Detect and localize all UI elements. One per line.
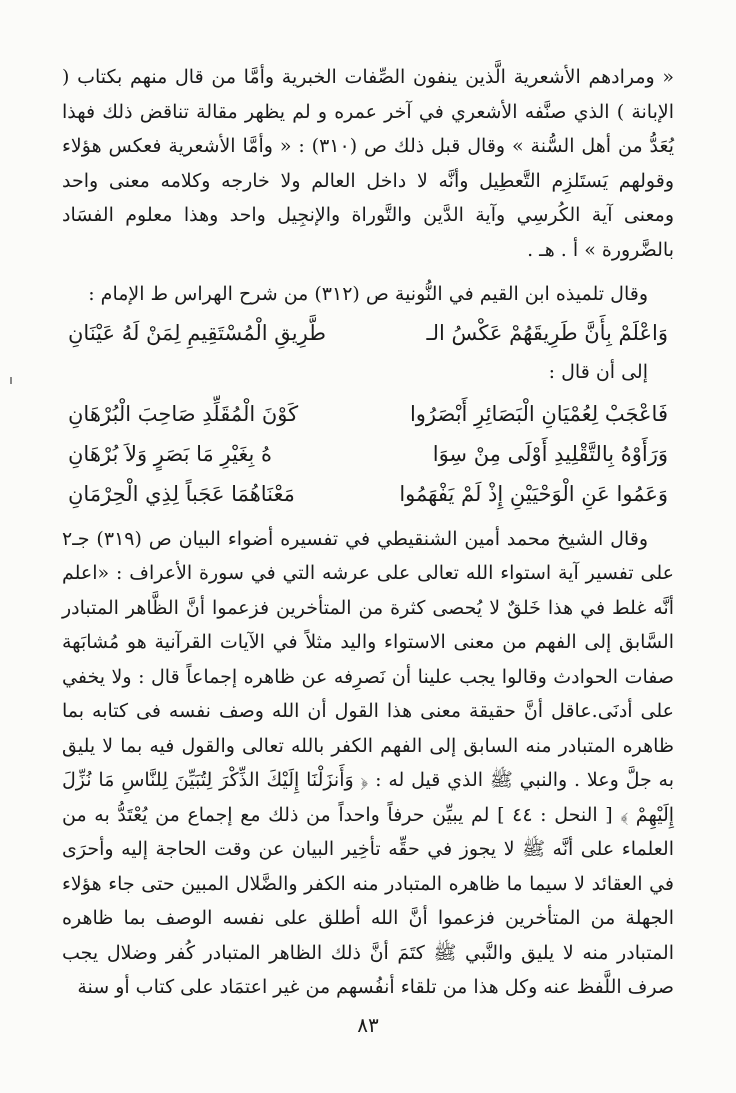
scan-mark	[10, 377, 12, 384]
page-number: ٨٣	[357, 1013, 379, 1037]
paragraph-quote-ibn-taymiyya: « ومرادهم الأشعرية الَّذين ينفون الصِّفات الخبرية وأمَّا من قال منهم بكتاب ( الإبانة ) الذي صنَّفه الأشعري في آخر عمره و لم يظهر مقالة تناقض ذلك فهذا يُعَدُّ من أهل السُّنة » وقال قبل ذلك ص (٣١٠) : « وأمَّا الأشعرية فعكس هؤلاء وقولهم يَستَلزِم التَّعطِيل وأنَّه لا داخل العالم ولا خارجه وكلامه معنى واحد ومعنى آية الكُرسِي وآية الدَّين والتَّوراة والإنجِيل واحد وهذا معلوم الفسَاد بالضَّرورة » أ . هـ .	[62, 66, 674, 261]
poem-verse	[62, 434, 674, 474]
paragraph-shinqiti-quote: وقال الشيخ محمد أمين الشنقيطي في تفسيره أضواء البيان ص (٣١٩) جـ٢ على تفسير آية استواء الله تعالى على عرشه التي في سورة الأعراف : «اعلم أنَّه غلط في هذا خَلقٌ لا يُحصى كثرة من المتأخرين فزعموا أنَّ الظَّاهر المتبادر السَّابق إلى الفهم من معنى الاستواء واليد مثلاً في الآيات القرآنية هو مُشابَهة صفات الحوادث وقالوا يجب علينا أن نَصرِفه عن ظاهره إجماعاً قال : ولا يخفي على أدنَى.عاقل أنَّ حقيقة معنى هذا القول أن الله وصف نفسه فى كتابه بما ظاهره المتبادر منه السابق إلى الفهم الكفر بالله تعالى والقول فيه بما لا يليق به جلَّ وعلا . والنبي ﷺ الذي قيل له : ﴿ وَأَنزَلْنَا إِلَيْكَ الذِّكْرَ لِتُبَيِّنَ لِلنَّاسِ مَا نُزِّلَ إِلَيْهِمْ ﴾ [ النحل : ٤٤ ] لم يبيِّن حرفاً واحداً من ذلك مع إجماع من يُعْتَدُّ به من العلماء على أنَّه ﷺ لا يجوز في حقِّه تأخِير البيان عن وقت الحاجة إليه وأحرَى في العقائد لا سيما ما ظاهره المتبادر منه الكفر والضَّلال المبين حتى جاء هؤلاء الجهلة من المتأخرين فزعموا أنَّ الله أطلق على نفسه الوصف بما ظاهره المتبادر منه لا يليق والنَّبي ﷺ كتَمَ أنَّ ذلك الظاهر المتبادر كُفر وضلال يجب صرف اللَّفظ عنه وكل هذا من تلقاء أنفُسهم من غير اعتمَاد على كتاب أو سنة	[62, 527, 675, 998]
poem-first-hemistich: فَاعْجَبْ لِعُمْيَانِ الْبَصَائِرِ أَبْصَرُوا	[409, 401, 668, 426]
poem-verse	[62, 394, 674, 434]
verse-second-hemistich: طَّرِيقِ الْمُسْتَقِيمِ لِمَنْ لَهُ عَيْنَانِ	[68, 320, 326, 345]
verse-first-hemistich: وَاعْلَمْ بِأَنَّ طَرِيقَهُمْ عَكْسُ الـ	[426, 320, 668, 345]
poem-verse	[62, 474, 674, 514]
spacer	[62, 267, 674, 277]
verse-line	[62, 312, 674, 354]
poem-second-hemistich: كَوْنَ الْمُقَلِّدِ صَاحِبَ الْبُرْهَانِ	[68, 401, 299, 426]
poem-second-hemistich: هُ بِغَيْرِ مَا بَصَرٍ وَلاَ بُرْهَانِ	[68, 441, 273, 466]
poem-first-hemistich: وَعَمُوا عَنِ الْوَحْيَيْنِ إِذْ لَمْ يَفْهَمُوا	[399, 481, 668, 506]
transition-line: إلى أن قال :	[548, 360, 648, 383]
poem-block	[62, 394, 674, 514]
poem-first-hemistich: وَرَأَوْهُ بِالتَّقْلِيدِ أَوْلَى مِنْ سِوَا	[432, 441, 668, 466]
poem-second-hemistich: مَعْنَاهُمَا عَجَباً لِذِي الْحِرْمَانِ	[68, 481, 295, 506]
paragraph-ibn-qayyim-intro: وقال تلميذه ابن القيم في النُّونية ص (٣١٢) من شرح الهراس ط الإمام :	[88, 283, 648, 305]
